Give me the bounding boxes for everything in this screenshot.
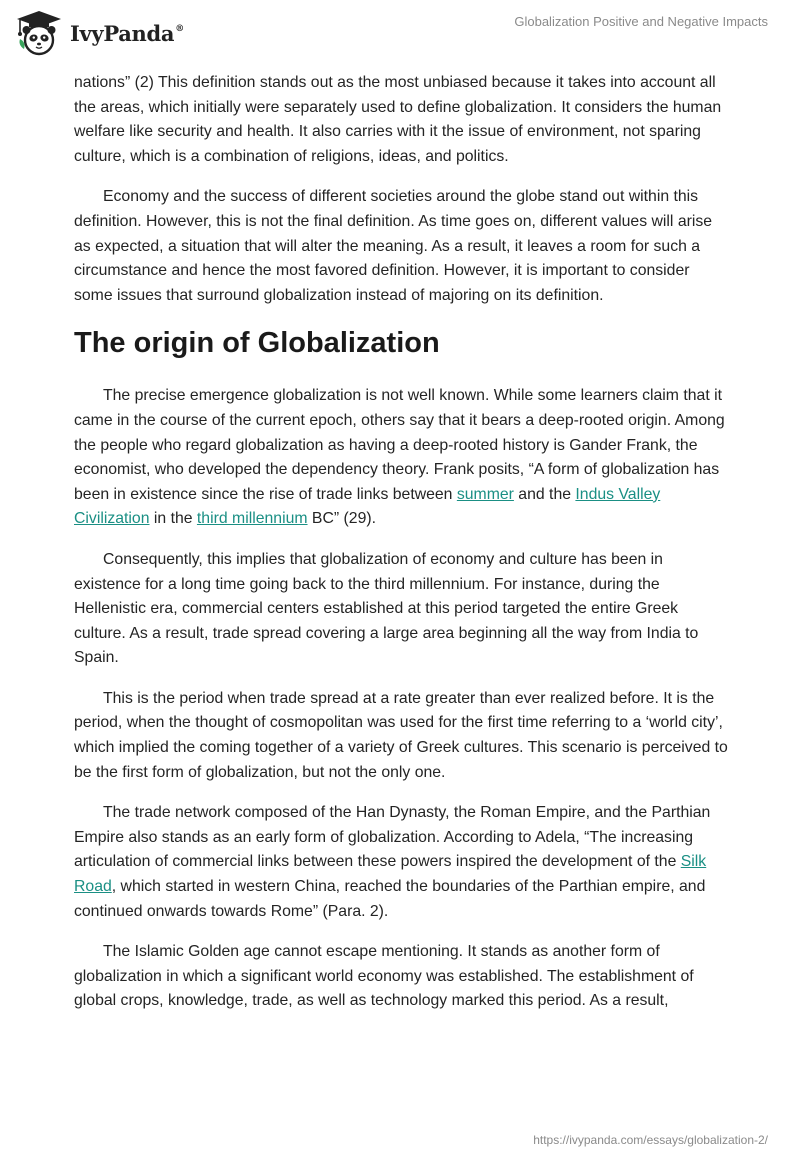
page-url[interactable]: https://ivypanda.com/essays/globalization-2/ — [533, 1133, 768, 1147]
link-indus-valley-civilization[interactable]: Indus Valley Civilization — [74, 485, 661, 528]
paragraph: This is the period when trade spread at a rate greater than ever realized before. It is the period, when the thought of cosmopolitan was used for the first time referring to a ‘world city’, which implied the coming together of a variety of Greek cultures. This scenario is perceived to be the first form of globalization, but not the only one. — [74, 689, 728, 781]
paragraph: The precise emergence globalization is not well known. While some learners claim that it came in the course of the current epoch, others say that it bears a deep-rooted origin. Among the people who regard globalization as having a deep-rooted history is Gander Frank, the economist, who developed the dependency theory. Frank posits, “A form of globalization has been in existence since the rise of trade links between summer and the Indus Valley Civilization in the third millennium BC” (29). — [74, 387, 725, 528]
paragraph: nations” (2) This definition stands out as the most unbiased because it takes into account all the areas, which initially were separately used to define globalization. It considers the human welfare like security and health. It also carries with it the issue of environment, not sparing culture, which is a combination of religions, ideas, and politics. — [74, 74, 722, 165]
paragraph: The Islamic Golden age cannot escape mentioning. It stands as another form of globalization in which a significant world economy was established. The establishment of global crops, knowledge, trade, as well as technology marked this period. As a result, — [74, 943, 694, 1010]
brand-name: IvyPanda® — [70, 20, 184, 46]
essay-body — [74, 71, 728, 1030]
ivypanda-logo[interactable] — [14, 8, 184, 58]
link-silk-road[interactable]: Silk Road — [74, 853, 707, 896]
paragraph: Economy and the success of different societies around the globe stand out within this definition. However, this is not the final definition. As time goes on, different values will arise as expected, a situation that will alter the meaning. As a result, it leaves a room for such a circumstance and hence the most favored definition. However, it is important to consider some issues that surround globalization instead of majoring on its definition. — [74, 188, 713, 304]
paragraph: The trade network composed of the Han Dynasty, the Roman Empire, and the Parthian Empire also stands as an early form of globalization. According to Adela, “The increasing articulation of commercial links between these powers inspired the development of the Silk Road, which started in western China, reached the boundaries of the Parthian empire, and continued onwards towards Rome” (Para. 2). — [74, 804, 711, 920]
link-third-millennium[interactable]: third millennium — [196, 510, 308, 528]
section-heading: The origin of Globalization — [74, 327, 440, 360]
page-header — [0, 0, 800, 64]
registered-mark: ® — [175, 23, 184, 34]
link-summer[interactable]: summer — [456, 485, 514, 503]
panda-graduation-cap-icon — [14, 9, 64, 57]
paragraph: Consequently, this implies that globalization of economy and culture has been in existence for a long time going back to the third millennium. For instance, during the Hellenistic era, commercial centers established at this period targeted the entire Greek culture. As a result, trade spread covering a large area beginning all the way from India to Spain. — [74, 550, 699, 667]
document-title: Globalization Positive and Negative Impacts — [514, 14, 768, 29]
